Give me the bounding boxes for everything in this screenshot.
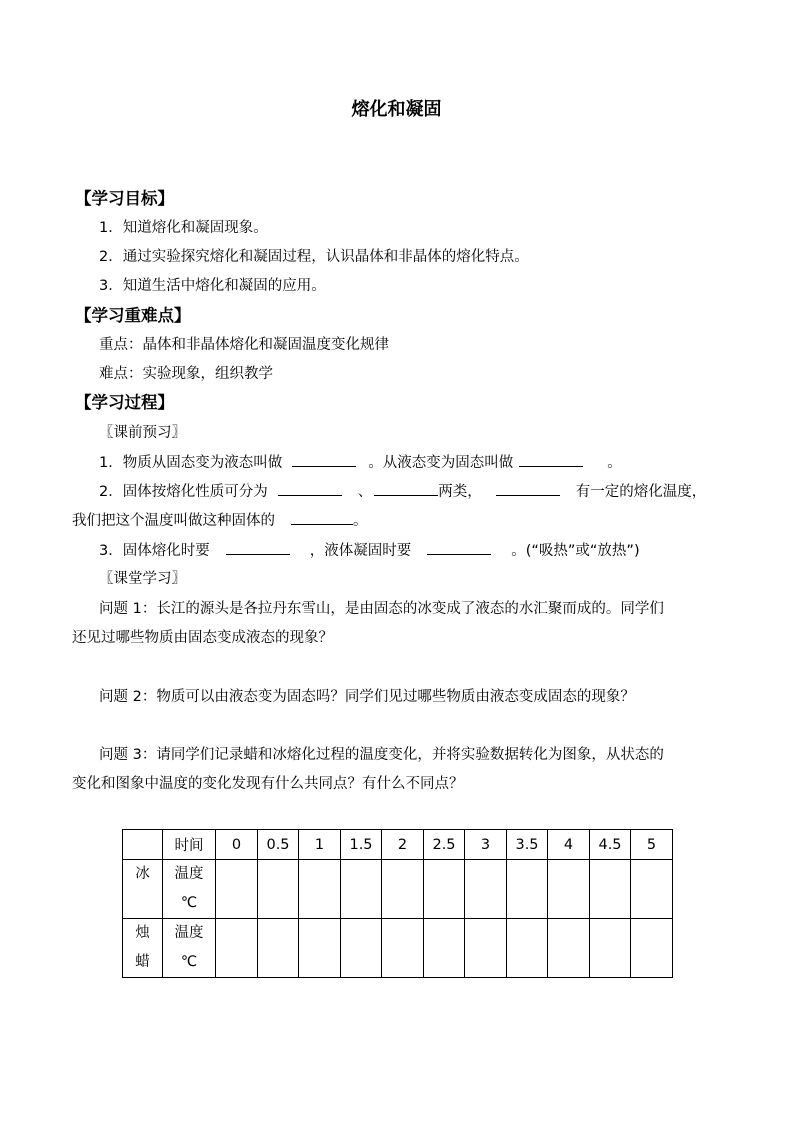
q1-text-a: 1．物质从固态变为液态叫做 — [99, 455, 283, 471]
time-cell: 2 — [382, 830, 424, 860]
problem-3-line-1: 问题 3：请同学们记录蜡和冰熔化过程的温度变化，并将实验数据转化为图象，从状态的 — [99, 747, 664, 763]
q2-text-e: 我们把这个温度叫做这种固体的 — [72, 513, 275, 529]
data-cell[interactable] — [216, 919, 258, 978]
problem-3-line-2: 变化和图象中温度的变化发现有什么共同点？有什么不同点？ — [72, 776, 464, 792]
data-cell[interactable] — [258, 860, 299, 919]
problem-1-line-1: 问题 1：长江的源头是各拉丹东雪山，是由固态的冰变成了液态的水汇聚而成的。同学们 — [99, 601, 664, 617]
time-cell: 0 — [216, 830, 258, 860]
goal-item-2: 2．通过实验探究熔化和凝固过程，认识晶体和非晶体的熔化特点。 — [99, 249, 529, 265]
key-point-text: 重点：晶体和非晶体熔化和凝固温度变化规律 — [99, 337, 389, 353]
data-cell[interactable] — [341, 860, 382, 919]
preview-question-2 — [99, 481, 706, 502]
data-cell[interactable] — [382, 860, 424, 919]
process-heading: 【学习过程】 — [75, 393, 174, 412]
preview-question-2-cont — [72, 510, 368, 531]
data-cell[interactable] — [507, 919, 548, 978]
table-header-row — [123, 830, 673, 860]
table-cell — [123, 830, 163, 860]
goal-item-1: 1．知道熔化和凝固现象。 — [99, 220, 268, 236]
q2-text-a: 2．固体按熔化性质可分为 — [99, 484, 268, 500]
data-cell[interactable] — [548, 919, 590, 978]
answer-blank[interactable] — [291, 510, 353, 525]
data-cell[interactable] — [631, 860, 673, 919]
temp-label: 温度 — [174, 866, 204, 882]
temp-label-cell — [163, 860, 216, 919]
answer-blank[interactable] — [278, 481, 342, 496]
data-cell[interactable] — [216, 860, 258, 919]
time-cell: 3 — [465, 830, 507, 860]
page-title: 熔化和凝固 — [351, 99, 442, 120]
q3-text-a: 3．固体熔化时要 — [99, 543, 210, 559]
time-cell: 2.5 — [424, 830, 465, 860]
data-cell[interactable] — [258, 919, 299, 978]
q1-text-c: 。 — [607, 455, 622, 471]
time-cell: 3.5 — [507, 830, 548, 860]
class-label: 〖课堂学习〗 — [99, 571, 186, 587]
time-cell: 4 — [548, 830, 590, 860]
preview-label: 〖课前预习〗 — [99, 425, 186, 441]
answer-blank[interactable] — [496, 481, 560, 496]
answer-blank[interactable] — [519, 452, 583, 467]
substance-label: 冰 — [135, 866, 150, 882]
time-cell: 0.5 — [258, 830, 299, 860]
time-header-cell: 时间 — [163, 830, 216, 860]
temp-label: 温度 — [174, 925, 204, 941]
table-row — [123, 860, 673, 919]
time-cell: 4.5 — [590, 830, 631, 860]
data-cell[interactable] — [465, 860, 507, 919]
data-cell[interactable] — [299, 919, 341, 978]
substance-label: 蜡 — [135, 954, 150, 970]
temp-unit: ℃ — [180, 954, 198, 970]
substance-cell — [123, 860, 163, 919]
answer-blank[interactable] — [292, 452, 356, 467]
data-cell[interactable] — [631, 919, 673, 978]
data-cell[interactable] — [341, 919, 382, 978]
data-cell[interactable] — [465, 919, 507, 978]
difficulty-heading: 【学习重难点】 — [75, 306, 191, 325]
time-cell: 1 — [299, 830, 341, 860]
data-cell[interactable] — [382, 919, 424, 978]
problem-1-line-2: 还见过哪些物质由固态变成液态的现象？ — [72, 630, 333, 646]
data-cell[interactable] — [299, 860, 341, 919]
data-cell[interactable] — [548, 860, 590, 919]
data-cell[interactable] — [507, 860, 548, 919]
data-cell[interactable] — [424, 860, 465, 919]
preview-question-3 — [99, 540, 640, 561]
substance-label: 烛 — [135, 925, 150, 941]
table-row — [123, 919, 673, 978]
temp-label-cell — [163, 919, 216, 978]
answer-blank[interactable] — [427, 540, 491, 555]
goals-heading: 【学习目标】 — [75, 189, 174, 208]
hard-point-text: 难点：实验现象，组织教学 — [99, 366, 273, 382]
data-cell[interactable] — [590, 919, 631, 978]
answer-blank[interactable] — [374, 481, 438, 496]
q2-text-d: 有一定的熔化温度， — [575, 484, 707, 500]
q3-text-c: 。(“吸热”或“放热”) — [511, 543, 640, 559]
time-cell: 5 — [631, 830, 673, 860]
substance-cell — [123, 919, 163, 978]
data-cell[interactable] — [590, 860, 631, 919]
answer-blank[interactable] — [226, 540, 290, 555]
q2-text-c: 两类， — [438, 484, 482, 500]
temp-unit: ℃ — [180, 895, 198, 911]
q1-text-b: 。从液态变为固态叫做 — [368, 455, 514, 471]
q2-text-b: 、 — [357, 484, 373, 500]
problem-2: 问题 2：物质可以由液态变为固态吗？同学们见过哪些物质由液态变成固态的现象？ — [99, 689, 635, 705]
data-cell[interactable] — [424, 919, 465, 978]
q3-text-b: ，液体凝固时要 — [309, 543, 412, 559]
temperature-table — [122, 829, 673, 978]
time-cell: 1.5 — [341, 830, 382, 860]
goal-item-3: 3．知道生活中熔化和凝固的应用。 — [99, 278, 326, 294]
q2-text-f: 。 — [353, 513, 368, 529]
preview-question-1 — [99, 452, 622, 473]
